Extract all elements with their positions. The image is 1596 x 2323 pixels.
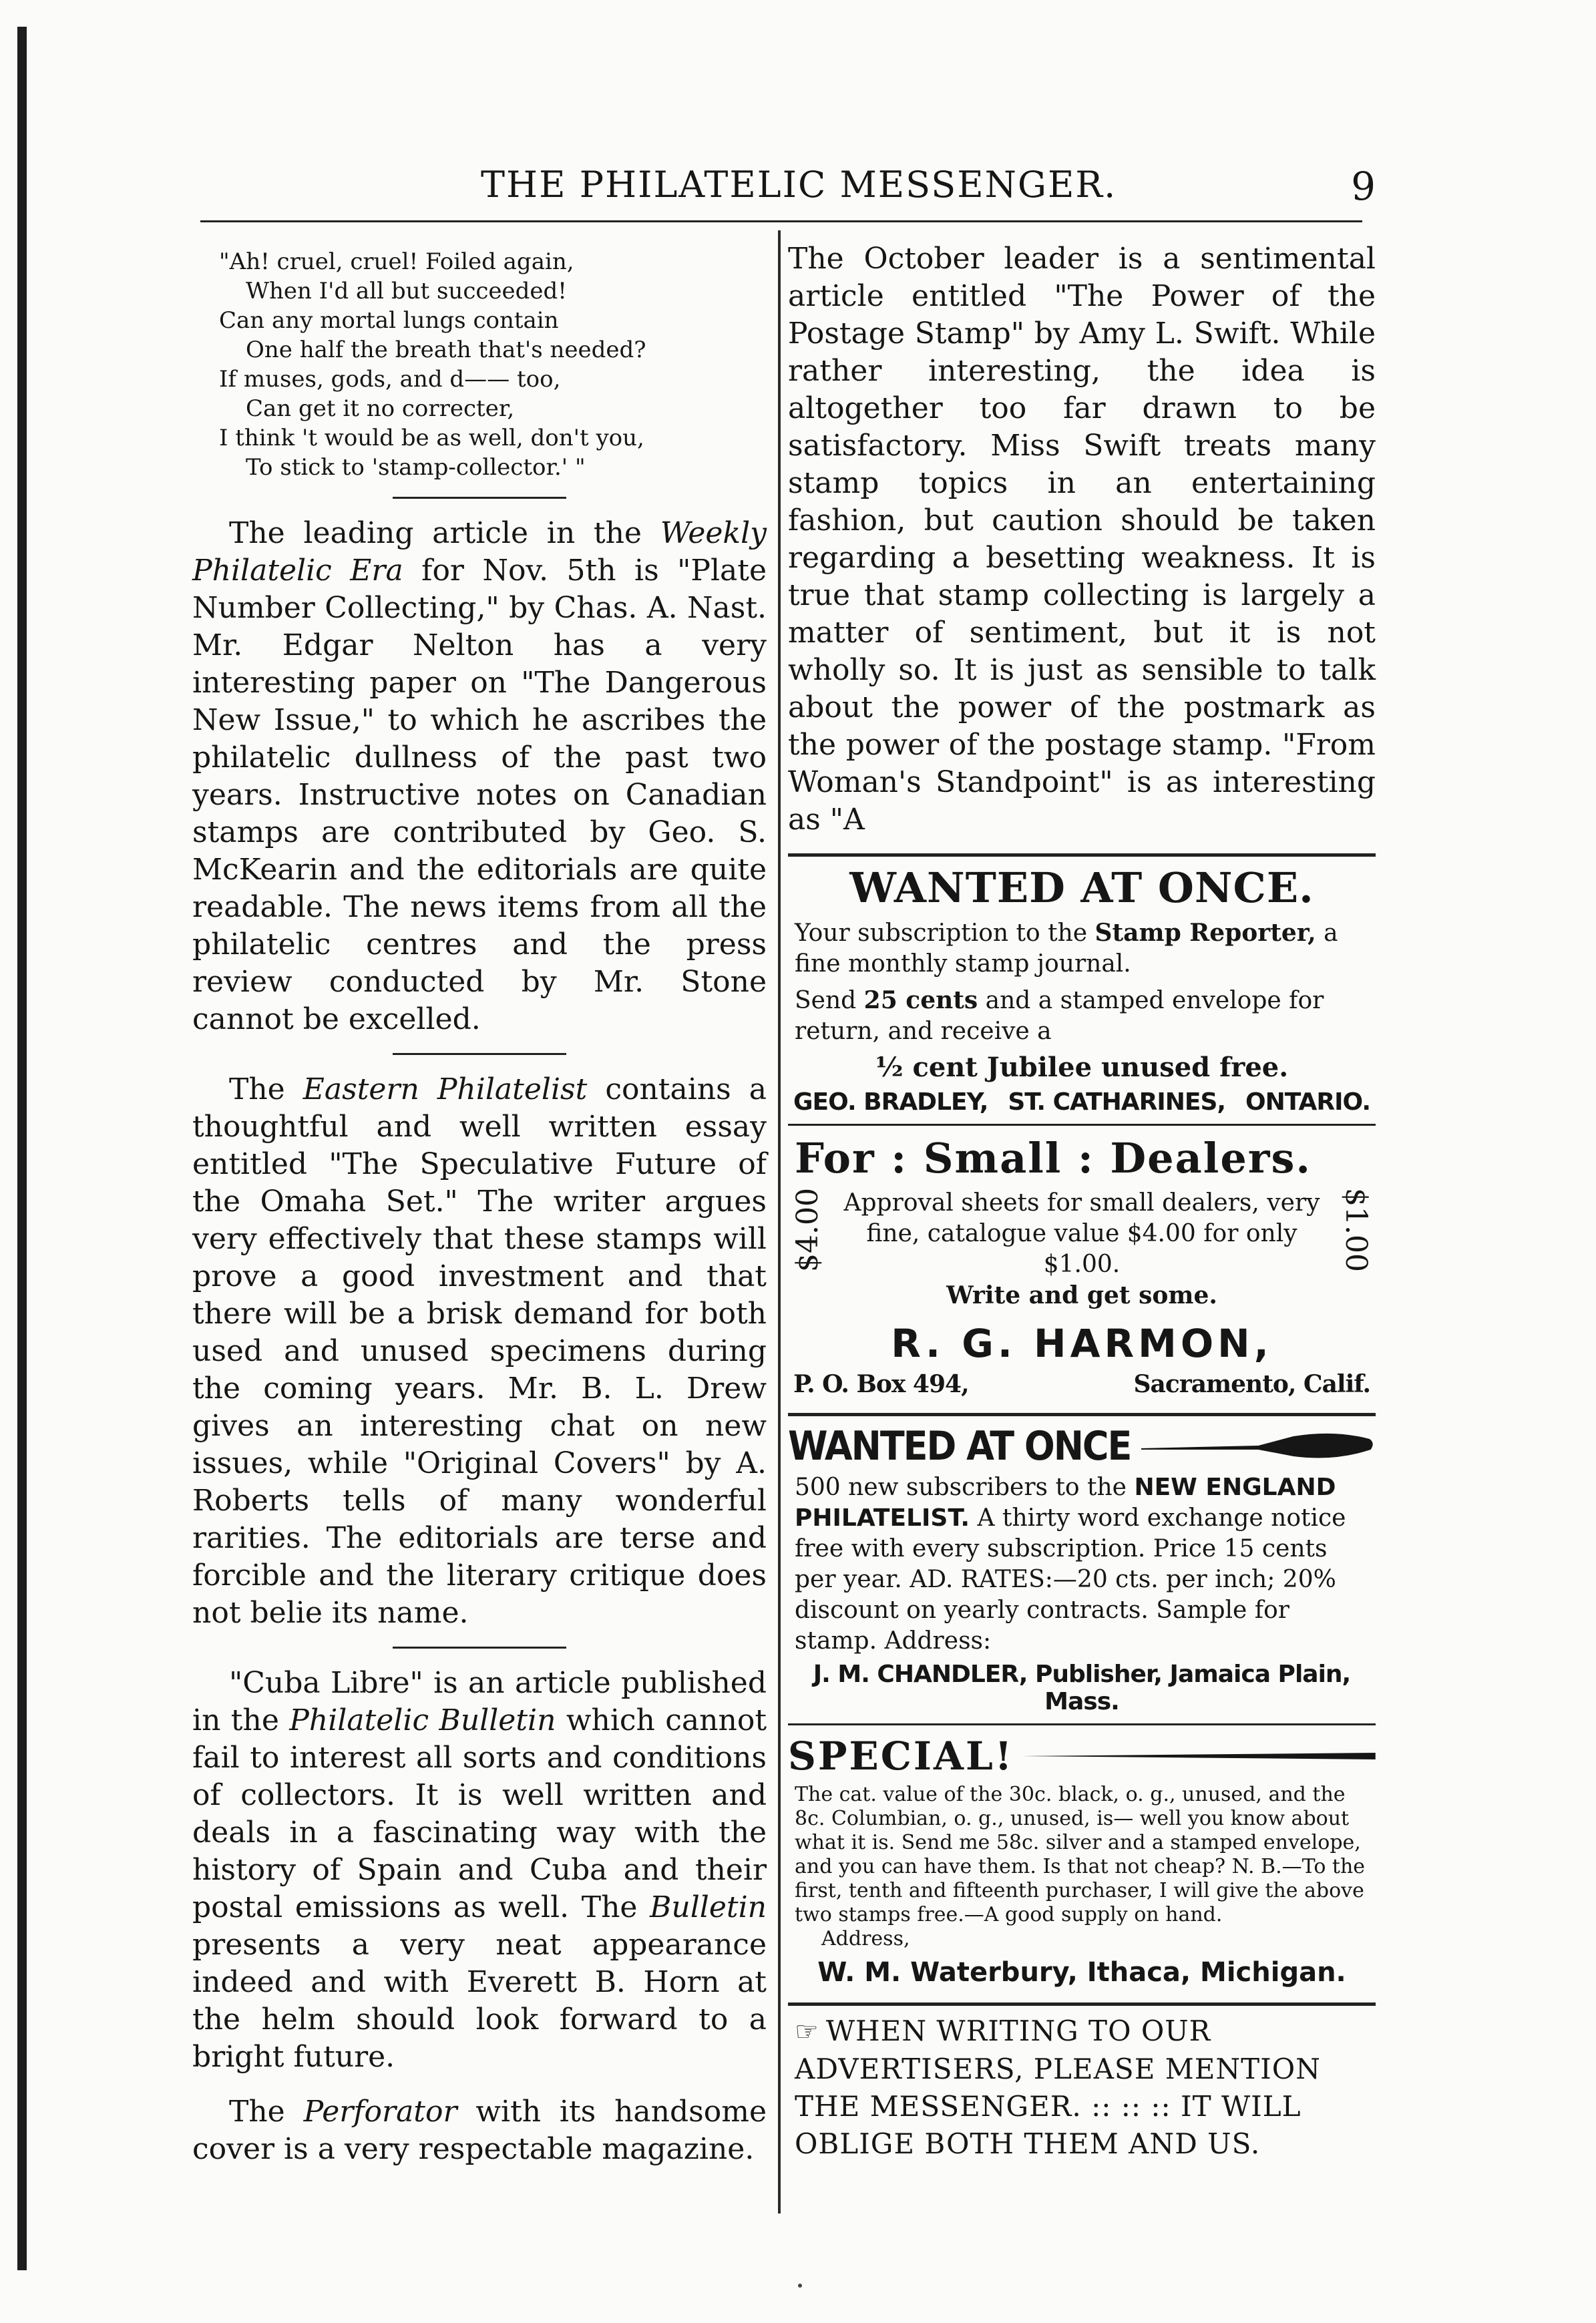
review-eastern-philatelist: The Eastern Philatelist contains a thoughtful and well written essay entitled "The Speculative Future of the Omaha Set." The writer argues very effectively that these stamps will prove a good investment and that there will be a brisk demand for both used and unused specimens during the coming years. Mr. B. L. Drew gives an interesting chat on new issues, while "Original Covers" by A. Roberts tells of many wonderful rarities. The editorials are terse and forcible and the literary critique does not belie its name. [192, 1072, 767, 1630]
page-number: 9 [1351, 164, 1376, 209]
ad-rule [788, 853, 1376, 857]
ad-advertiser: GEO. BRADLEY, ST. CATHARINES, ONTARIO. [793, 1088, 1370, 1116]
pointing-hand-icon [1141, 1430, 1376, 1463]
ad-rule [788, 1413, 1376, 1416]
section-separator [393, 1053, 566, 1055]
poem-line: Can get it no correcter, [246, 395, 515, 422]
header-rule [200, 220, 1362, 222]
poem-line: To stick to 'stamp-collector.' " [246, 454, 586, 481]
page-header [374, 164, 1376, 210]
page-edge-shadow [17, 27, 27, 2270]
ad-cta: Write and get some. [946, 1281, 1217, 1309]
price-label: $4.00 [791, 1188, 825, 1272]
poem-line: I think 't would be as well, don't you, [219, 425, 644, 451]
ad-advertiser: P. O. Box 494, Sacramento, Calif. [793, 1370, 1370, 1398]
ad-text: The cat. value of the 30c. black, o. g., unused, and the 8c. Columbian, o. g., unused, is— well you know about what it is. Send me 58c. silver and a stamped envelope, and you can have them. Is that not cheap? N. B.—To the first, tenth and fifteenth purchaser, I will give the above two stamps free.—A good supply on hand. [795, 1783, 1366, 1926]
poem-line: If muses, gods, and d—— too, [219, 366, 561, 393]
left-column [192, 240, 767, 2168]
ad-offer: ½ cent Jubilee unused free. [875, 1052, 1289, 1083]
publication-title: Eastern Philatelist [303, 1072, 588, 1106]
poem-line: "Ah! cruel, cruel! Foiled again, [219, 248, 574, 275]
review-october-leader: The October leader is a sentimental article entitled "The Power of the Postage Stamp" by Amy L. Swift. While rather interesting, the idea is altogether too far drawn to be satisfactory. Miss Swift treats many stamp topics in an entertaining fashion, but caution should be taken regarding a besetting weakness. It is true that stamp collecting is largely a matter of sentiment, but it is not wholly so. It is just as sensible to talk about the power of the postmark as the power of the postage stamp. "From Woman's Standpoint" is as interesting as "A [788, 242, 1376, 837]
ad-small-dealers [788, 1134, 1376, 1398]
ad-address-label: Address, [821, 1927, 910, 1950]
publication-title: Weekly Philatelic Era [192, 516, 767, 588]
ad-title: SPECIAL! [788, 1733, 1014, 1779]
print-speck [798, 2284, 802, 2288]
publication-title: Philatelic Bulletin [289, 1703, 556, 1737]
ad-rule [788, 2002, 1376, 2006]
section-separator [393, 1647, 566, 1649]
poem-line: When I'd all but succeeded! [246, 278, 567, 304]
publication-title: Bulletin [650, 1890, 767, 1924]
ad-text: Approval sheets for small dealers, very fine, catalogue value $4.00 for only $1.00. [843, 1189, 1320, 1278]
advertiser-name: R. G. HARMON, [891, 1321, 1273, 1366]
column-divider [778, 230, 781, 2213]
right-column [788, 240, 1376, 2163]
ad-special [788, 1733, 1376, 1988]
ad-rule [788, 1723, 1376, 1725]
section-separator [393, 497, 566, 499]
ad-text: Your subscription to the Stamp Reporter, a fine monthly stamp journal. [795, 919, 1338, 978]
ad-stamp-reporter [788, 863, 1376, 1116]
poem-line: One half the breath that's needed? [246, 337, 646, 363]
ad-advertiser: W. M. Waterbury, Ithaca, Michigan. [817, 1957, 1346, 1988]
ad-rule [788, 1124, 1376, 1126]
ad-advertiser: J. M. CHANDLER, Publisher, Jamaica Plain, Mass. [813, 1661, 1351, 1715]
decorative-rule-icon [1022, 1747, 1376, 1765]
publication-title: Perforator [303, 2095, 457, 2129]
ad-title: For : Small : Dealers. [795, 1134, 1312, 1183]
ad-title: WANTED AT ONCE [788, 1423, 1131, 1470]
price-label: $1.00 [1339, 1188, 1373, 1272]
ad-new-england-philatelist [788, 1423, 1376, 1715]
journal-title: THE PHILATELIC MESSENGER. [481, 164, 1117, 206]
review-philatelic-bulletin: "Cuba Libre" is an article published in the Philatelic Bulletin which cannot fail to interest all sorts and conditions of collectors. It is well written and deals in a fascinating way with the history of Spain and Cuba and their postal emissions as well. The Bulletin presents a very neat appearance indeed and with Everett B. Horn at the helm should look forward to a bright future. [192, 1666, 767, 2074]
advertiser-notice: ☞ WHEN WRITING TO OUR ADVERTISERS, PLEASE MENTION THE MESSENGER. :: :: :: IT WILL OBLIGE BOTH THEM AND US. [795, 2015, 1321, 2160]
ad-text: Send 25 cents and a stamped envelope for return, and receive a [795, 986, 1324, 1045]
ad-title: WANTED AT ONCE. [849, 863, 1314, 912]
review-perforator: The Perforator with its handsome cover is a very respectable magazine. [192, 2095, 767, 2166]
poem-line: Can any mortal lungs contain [219, 307, 559, 334]
review-weekly-era: The leading article in the Weekly Philatelic Era for Nov. 5th is "Plate Number Collecting," by Chas. A. Nast. Mr. Edgar Nelton has a very interesting paper on "The Dangerous New Issue," to which he ascribes the philatelic dullness of the past two years. Instructive notes on Canadian stamps are contributed by Geo. S. McKearin and the editorials are quite readable. The news items from all the philatelic centres and the press review conducted by Mr. Stone cannot be excelled. [192, 516, 767, 1036]
ad-text: 500 new subscribers to the NEW ENGLAND PHILATELIST. A thirty word exchange notice free with every subscription. Price 15 cents per year. AD. RATES:—20 cts. per inch; 20% discount on yearly contracts. Sample for stamp. Address: [795, 1474, 1346, 1655]
poem [192, 247, 767, 482]
pointing-hand-icon: ☞ [795, 2017, 819, 2047]
